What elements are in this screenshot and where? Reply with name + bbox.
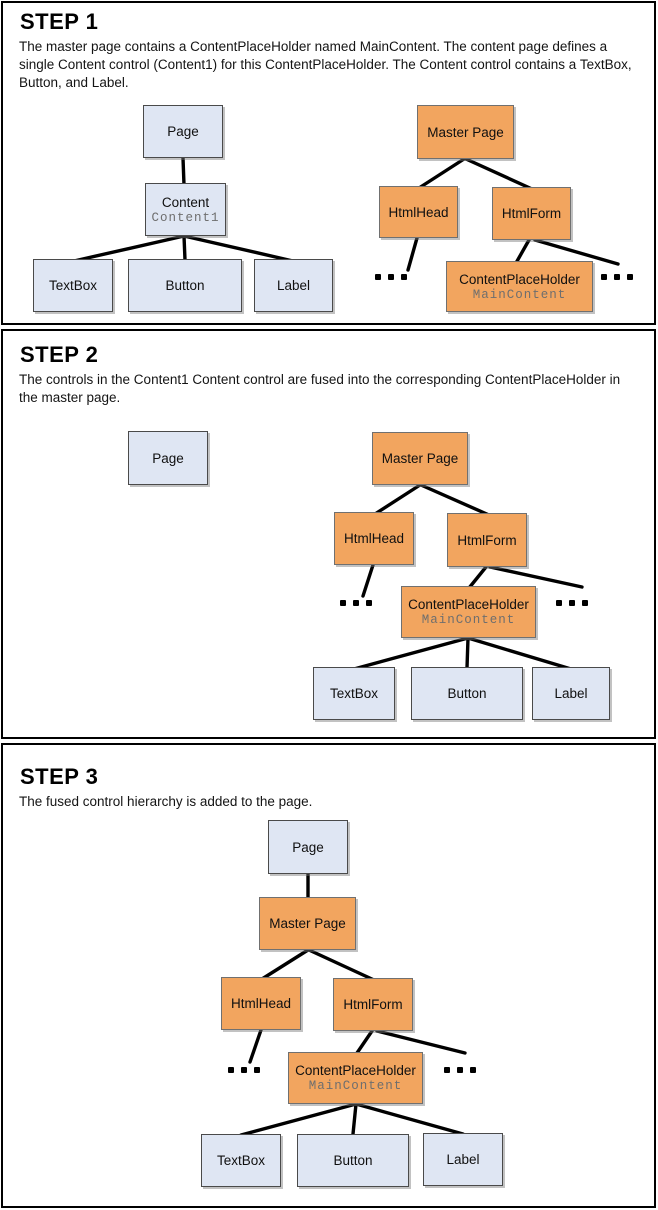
step-2-ellipsis-right xyxy=(556,600,588,606)
step-1-textbox-node xyxy=(33,259,113,312)
step-1-htmlform-node xyxy=(492,187,571,240)
step2-description: The controls in the Content1 Content control are fused into the corresponding ContentPlaceHolder in the master page. xyxy=(19,372,621,405)
step2-tree-canvas xyxy=(3,331,654,737)
ellipsis-dot xyxy=(614,274,620,280)
step-1-ellipsis-right xyxy=(601,274,633,280)
step-1-htmlhead-node xyxy=(379,186,458,238)
step-1-content-node xyxy=(145,183,226,236)
ellipsis-dot xyxy=(601,274,607,280)
step-1-textbox-label: TextBox xyxy=(48,278,98,293)
step-3-label-label: Label xyxy=(446,1152,480,1167)
step-3-button-label: Button xyxy=(333,1153,373,1168)
step-3-contentplaceholder-label: ContentPlaceHolder xyxy=(295,1063,416,1078)
step-2-htmlform-node xyxy=(447,513,527,567)
step1-panel xyxy=(1,1,656,325)
ellipsis-dot xyxy=(569,600,575,606)
step-3-htmlhead-node xyxy=(221,977,301,1030)
step-3-button-node xyxy=(297,1134,409,1187)
ellipsis-dot xyxy=(375,274,381,280)
ellipsis-dot xyxy=(627,274,633,280)
step-3-master-page-label: Master Page xyxy=(269,916,346,931)
step-1-ellipsis-left xyxy=(375,274,407,280)
step-1-htmlhead-label: HtmlHead xyxy=(388,204,449,220)
step-1-master-page-label: Master Page xyxy=(427,124,504,140)
step3-panel xyxy=(1,743,656,1208)
step-3-htmlform-label: HtmlForm xyxy=(343,997,403,1012)
step-2-master-page-label: Master Page xyxy=(381,451,459,466)
step1-description: The master page contains a ContentPlaceHolder named MainContent. The content page defines a single Content control (Content1) for this ContentPlaceHolder. The Content control contains a TextBox, Button, and Label. xyxy=(19,39,632,90)
step-1-master-page-node xyxy=(417,105,514,159)
step-1-button-label: Button xyxy=(165,278,205,293)
step-2-page-node xyxy=(128,431,208,485)
step3-description: The fused control hierarchy is added to the page. xyxy=(19,794,313,809)
ellipsis-dot xyxy=(366,600,372,606)
step3-tree-canvas xyxy=(3,745,654,1206)
step-2-contentplaceholder-label: ContentPlaceHolder xyxy=(408,597,529,612)
step-2-page-label: Page xyxy=(152,450,184,466)
step2-panel xyxy=(1,329,656,739)
step3-heading: STEP 3 xyxy=(20,764,99,789)
step-1-page-label: Page xyxy=(167,124,199,139)
step-3-htmlhead-label: HtmlHead xyxy=(230,996,292,1011)
step-1-htmlform-label: HtmlForm xyxy=(501,206,562,221)
step-2-button-node xyxy=(411,667,523,720)
ellipsis-dot xyxy=(228,1067,234,1073)
ellipsis-dot xyxy=(401,274,407,280)
step-3-htmlform-node xyxy=(333,978,413,1031)
step-3-contentplaceholder-id-label: MainContent xyxy=(308,1079,403,1093)
step-3-contentplaceholder-node xyxy=(288,1052,423,1104)
step-1-label-node xyxy=(254,259,333,312)
step-1-label-label: Label xyxy=(276,278,311,293)
step-3-ellipsis-left xyxy=(228,1067,260,1073)
ellipsis-dot xyxy=(241,1067,247,1073)
ellipsis-dot xyxy=(457,1067,463,1073)
step2-heading: STEP 2 xyxy=(20,342,99,367)
step-2-textbox-label: TextBox xyxy=(329,686,379,701)
step1-tree-canvas xyxy=(3,3,654,323)
step-3-page-node xyxy=(268,820,348,874)
step-2-button-label: Button xyxy=(447,686,487,701)
ellipsis-dot xyxy=(340,600,346,606)
step-2-contentplaceholder-id-label: MainContent xyxy=(421,613,516,627)
step-1-button-node xyxy=(128,259,242,312)
step-2-label-node xyxy=(532,667,610,720)
step-3-label-node xyxy=(423,1133,503,1186)
ellipsis-dot xyxy=(556,600,562,606)
ellipsis-dot xyxy=(254,1067,260,1073)
ellipsis-dot xyxy=(470,1067,476,1073)
ellipsis-dot xyxy=(582,600,588,606)
step-2-htmlhead-node xyxy=(334,512,414,565)
step-1-content-label: Content xyxy=(161,194,210,210)
step-2-contentplaceholder-node xyxy=(401,586,536,638)
step1-heading: STEP 1 xyxy=(20,9,99,34)
ellipsis-dot xyxy=(444,1067,450,1073)
step-1-contentplaceholder-label: ContentPlaceHolder xyxy=(459,271,580,287)
step-1-contentplaceholder-node xyxy=(446,261,593,312)
step-3-textbox-label: TextBox xyxy=(216,1153,266,1168)
step-1-contentplaceholder-id-label: MainContent xyxy=(472,287,567,302)
step-2-textbox-node xyxy=(313,667,395,720)
step-2-htmlhead-label: HtmlHead xyxy=(343,531,405,546)
ellipsis-dot xyxy=(353,600,359,606)
step-2-master-page-node xyxy=(372,432,468,485)
step-2-label-label: Label xyxy=(554,686,588,701)
step-3-master-page-node xyxy=(259,897,356,950)
ellipsis-dot xyxy=(388,274,394,280)
step-1-page-node xyxy=(143,105,223,158)
step-2-htmlform-label: HtmlForm xyxy=(457,532,517,548)
step-3-textbox-node xyxy=(201,1134,281,1187)
step-2-ellipsis-left xyxy=(340,600,372,606)
step-3-page-label: Page xyxy=(292,839,324,855)
step-1-content-id-label: Content1 xyxy=(151,210,220,225)
step-3-ellipsis-right xyxy=(444,1067,476,1073)
